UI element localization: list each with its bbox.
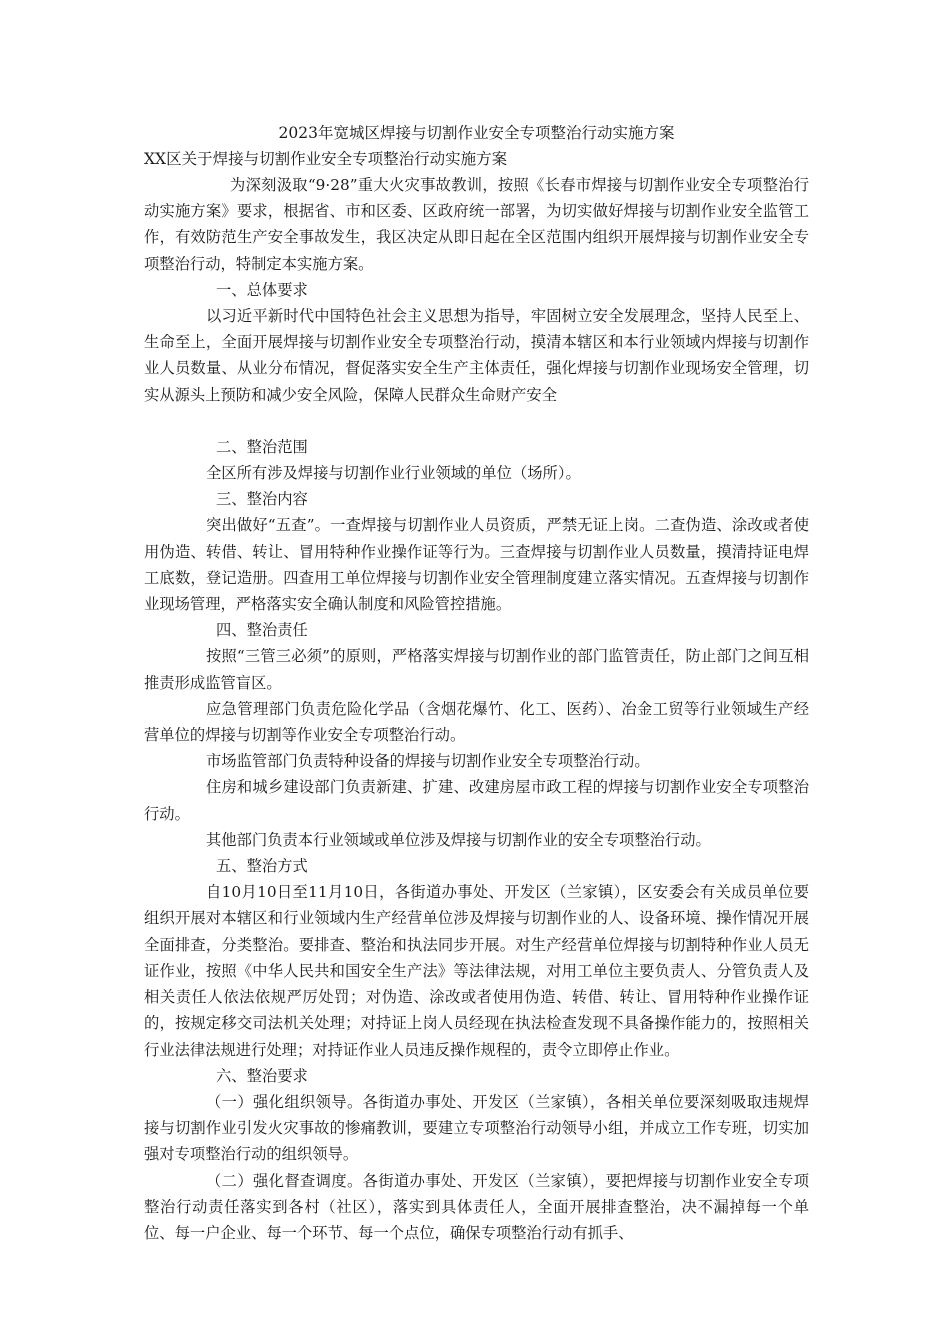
responsibility-paragraph: 其他部门负责本行业领域或单位涉及焊接与切割作业的安全专项整治行动。 xyxy=(206,830,711,849)
section-heading-responsibility: 四、整治责任 xyxy=(216,621,308,640)
section-body-overall: 以习近平新时代中国特色社会主义思想为指导，牢固树立安全发展理念，坚持人民至上、生命至上，全面开展焊接与切割作业安全专项整治行动，摸清本辖区和本行业领域内焊接与切割作业人员数量、从业分布情况，督促落实安全生产主体责任，强化焊接与切割作业现场安全管理，切实从源头上预防和减少安全风险，保障人民群众生命财产安全 xyxy=(144,307,809,404)
requirement-paragraph: （二）强化督查调度。各街道办事处、开发区（兰家镇），要把焊接与切割作业安全专项整治行动责任落实到各村（社区），落实到具体责任人，全面开展排查整治，决不漏掉每一个单位、每一户企业、每一个环节、每一个点位，确保专项整治行动有抓手、 xyxy=(144,1171,809,1242)
document-page xyxy=(144,120,809,1246)
responsibility-paragraph: 应急管理部门负责危险化学品（含烟花爆竹、化工、医药）、冶金工贸等行业领域生产经营单位的焊接与切割等作业安全专项整治行动。 xyxy=(144,699,809,745)
document-subtitle: XX区关于焊接与切割作业安全专项整治行动实施方案 xyxy=(144,150,508,168)
section-body-scope: 全区所有涉及焊接与切割作业行业领域的单位（场所）。 xyxy=(206,464,581,483)
requirement-paragraph: （一）强化组织领导。各街道办事处、开发区（兰家镇），各相关单位要深刻吸取违规焊接与切割作业引发火灾事故的惨痛教训，要建立专项整治行动领导小组，并成立工作专班，切实加强对专项整治行动的组织领导。 xyxy=(144,1092,809,1164)
section-body-method: 自10月10日至11月10日，各街道办事处、开发区（兰家镇），区安委会有关成员单位要组织开展对本辖区和行业领域内生产经营单位涉及焊接与切割作业的人、设备环境、操作情况开展全面排查，分类整治。要排查、整治和执法同步开展。对生产经营单位焊接与切割特种作业人员无证作业，按照《中华人民共和国安全生产法》等法律法规，对用工单位主要负责人、分管负责人及相关责任人依法依规严厉处罚；对伪造、涂改或者使用伪造、转借、转让、冒用特种作业操作证的，按规定移交司法机关处理；对持证上岗人员经现在执法检查发现不具备操作能力的，按照相关行业法律法规进行处理；对持证作业人员违反操作规程的，责令立即停止作业。 xyxy=(144,883,809,1059)
intro-paragraph: 为深刻汲取“9·28”重大火灾事故教训，按照《长春市焊接与切割作业安全专项整治行动实施方案》要求，根据省、市和区委、区政府统一部署，为切实做好焊接与切割作业安全监管工作，有效防范生产安全事故发生，我区决定从即日起在全区范围内组织开展焊接与切割作业安全专项整治行动，特制定本实施方案。 xyxy=(144,176,809,273)
section-heading-overall: 一、总体要求 xyxy=(216,280,308,299)
section-heading-scope: 二、整治范围 xyxy=(216,437,308,456)
section-heading-requirements: 六、整治要求 xyxy=(216,1066,308,1085)
responsibility-paragraph: 按照“三管三必须”的原则，严格落实焊接与切割作业的部门监管责任，防止部门之间互相推责形成监管盲区。 xyxy=(144,647,809,692)
responsibility-paragraph: 市场监管部门负责特种设备的焊接与切割作业安全专项整治行动。 xyxy=(206,752,650,771)
section-heading-method: 五、整治方式 xyxy=(216,857,308,876)
section-body-content: 突出做好“五查”。一查焊接与切割作业人员资质，严禁无证上岗。二查伪造、涂改或者使用伪造、转借、转让、冒用特种作业操作证等行为。三查焊接与切割作业人员数量，摸清持证电焊工底数，登记造册。四查用工单位焊接与切割作业安全管理制度建立落实情况。五查焊接与切割作业现场管理，严格落实安全确认制度和风险管控措施。 xyxy=(144,516,809,614)
responsibility-paragraph: 住房和城乡建设部门负责新建、扩建、改建房屋市政工程的焊接与切割作业安全专项整治行动。 xyxy=(144,778,809,823)
blank-line xyxy=(144,408,809,434)
section-heading-content: 三、整治内容 xyxy=(216,490,308,509)
document-title: 2023年宽城区焊接与切割作业安全专项整治行动实施方案 xyxy=(278,124,675,142)
